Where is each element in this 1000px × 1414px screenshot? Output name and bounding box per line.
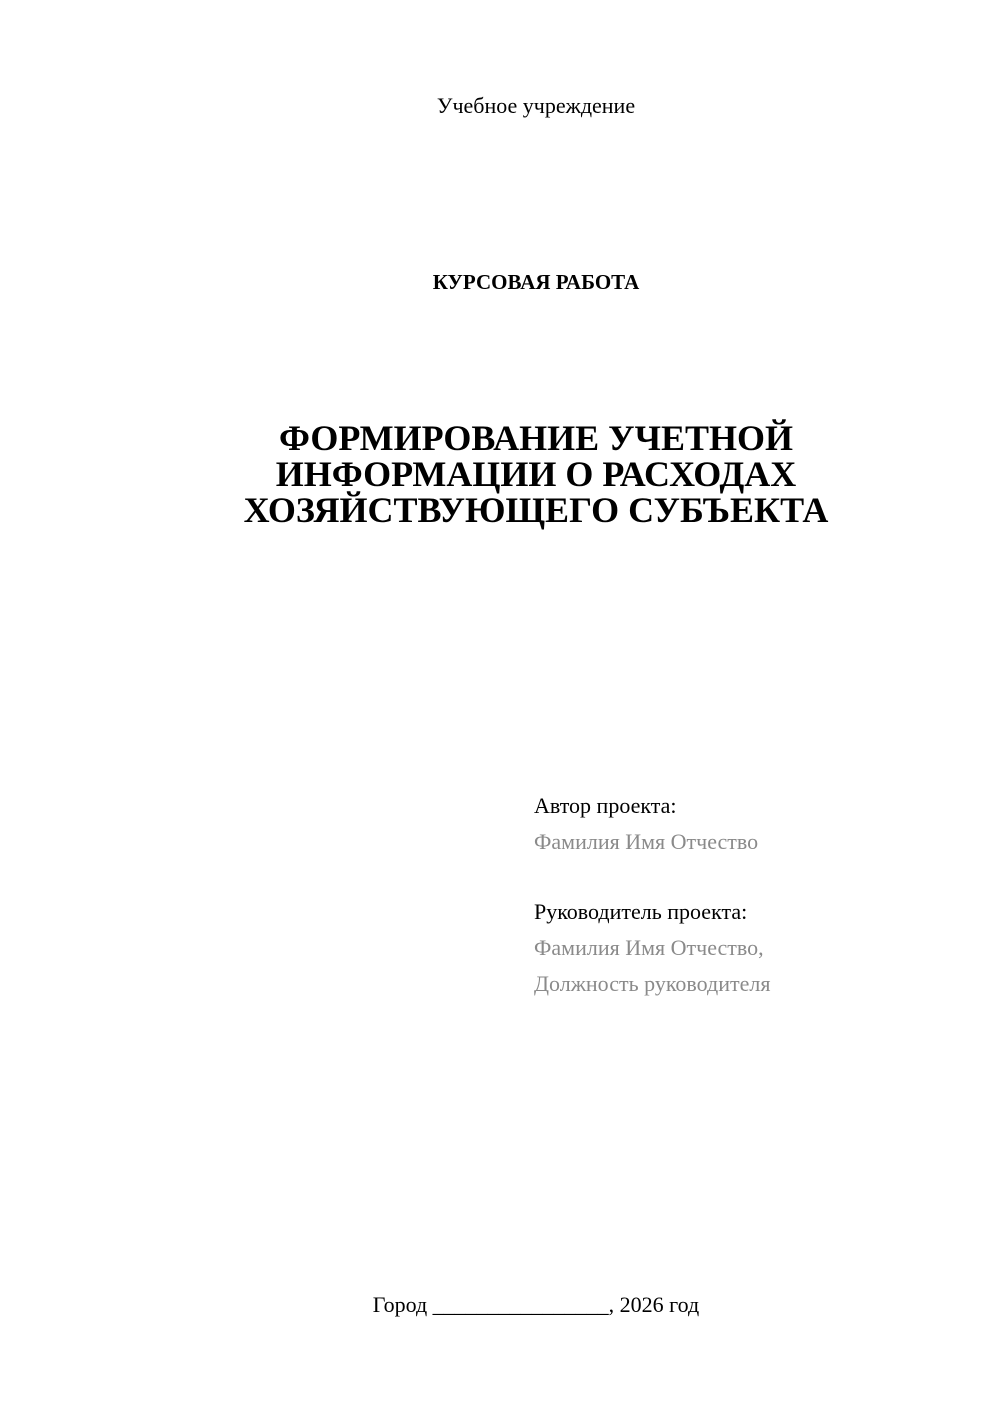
city-label: Город <box>372 1292 428 1317</box>
supervisor-label: Руководитель проекта: <box>534 899 748 924</box>
author-block <box>534 788 974 860</box>
author-label: Автор проекта: <box>534 793 677 818</box>
institution-name: Учебное учреждение <box>436 93 636 118</box>
city-blank: ________________ <box>432 1292 609 1317</box>
supervisor-block <box>534 894 974 1002</box>
year: , 2026 год <box>608 1292 700 1317</box>
supervisor-name: Фамилия Имя Отчество, <box>534 935 764 960</box>
supervisor-position: Должность руководителя <box>534 971 771 996</box>
work-title <box>0 420 1000 528</box>
author-name: Фамилия Имя Отчество <box>534 829 759 854</box>
work-title-line-3: ХОЗЯЙСТВУЮЩЕГО СУБЪЕКТА <box>243 490 829 530</box>
work-title-line-1: ФОРМИРОВАНИЕ УЧЕТНОЙ <box>278 418 794 458</box>
work-type: КУРСОВАЯ РАБОТА <box>432 270 640 294</box>
city-year-line <box>0 1290 1000 1320</box>
work-title-line-2: ИНФОРМАЦИИ О РАСХОДАХ <box>275 454 797 494</box>
roles-block <box>534 788 974 1036</box>
